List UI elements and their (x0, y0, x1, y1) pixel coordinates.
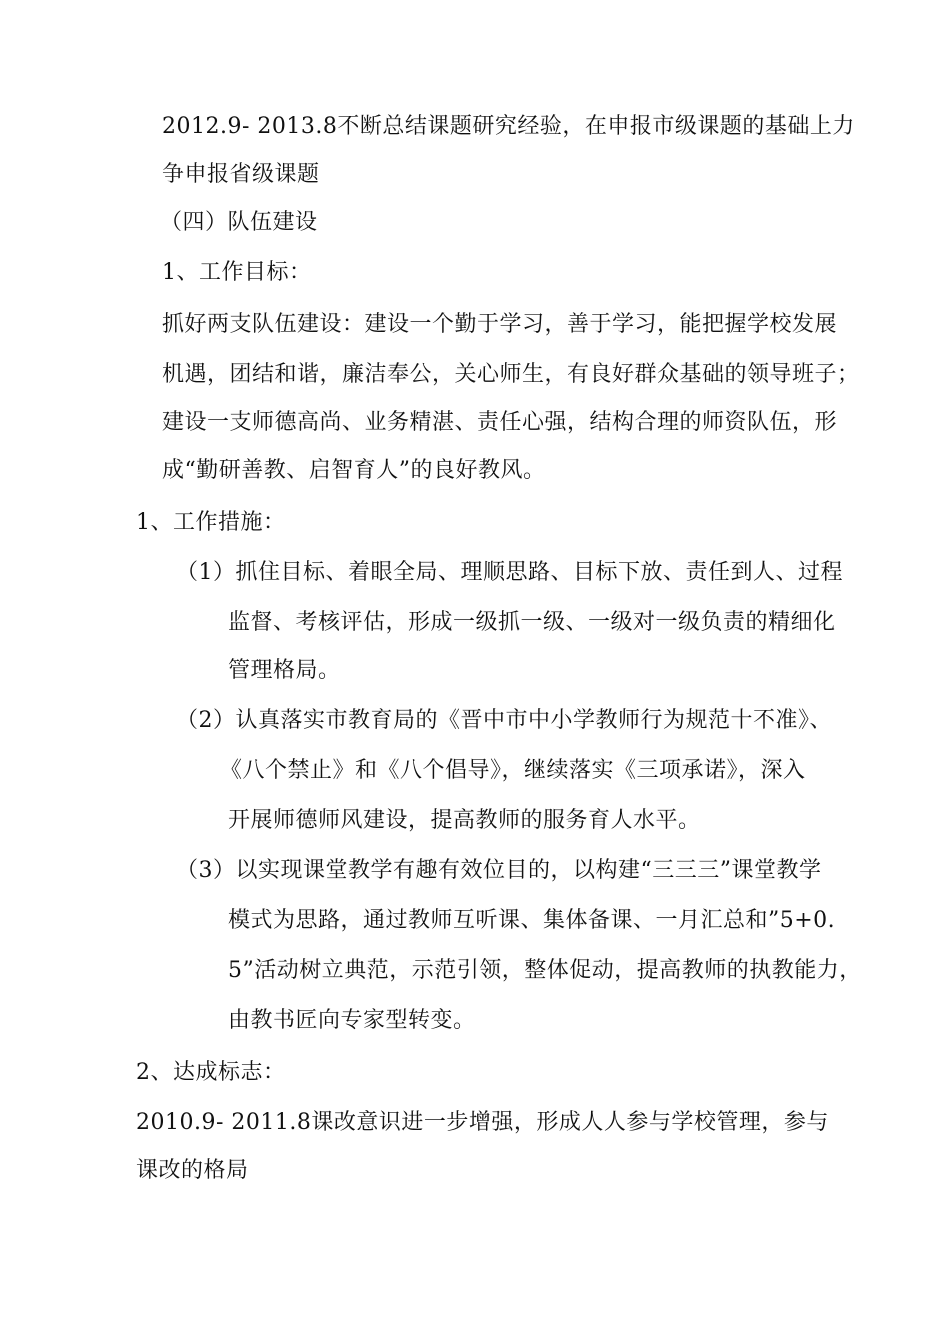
list-item: （3）以实现课堂教学有趣有效位目的，以构建“三三三”课堂教学 (176, 858, 822, 883)
text-line: 抓好两支队伍建设：建设一个勤于学习，善于学习，能把握学校发展 (162, 312, 838, 337)
section-heading: （四）队伍建设 (160, 210, 318, 235)
text-line: 课改的格局 (136, 1158, 249, 1183)
text-line: 管理格局。 (228, 658, 341, 683)
list-item: （1）抓住目标、着眼全局、理顺思路、目标下放、责任到人、过程 (176, 560, 843, 585)
text-line: 《八个禁止》和《八个倡导》，继续落实《三项承诺》，深入 (220, 758, 806, 783)
text-line: 开展师德师风建设，提高教师的服务育人水平。 (228, 808, 701, 833)
text-line: 5”活动树立典范，示范引领，整体促动，提高教师的执教能力， (228, 958, 862, 983)
subheading: 1、工作目标： (162, 260, 312, 285)
subheading: 2、达成标志： (136, 1060, 286, 1085)
subheading: 1、工作措施： (136, 510, 286, 535)
list-item: （2）认真落实市教育局的《晋中市中小学教师行为规范十不准》、 (176, 708, 832, 733)
text-line: 争申报省级课题 (162, 162, 320, 187)
text-line: 2010.9- 2011.8课改意识进一步增强，形成人人参与学校管理，参与 (136, 1110, 829, 1135)
text-line: 2012.9- 2013.8不断总结课题研究经验，在申报市级课题的基础上力 (162, 114, 855, 139)
text-line: 由教书匠向专家型转变。 (228, 1008, 476, 1033)
text-line: 机遇，团结和谐，廉洁奉公，关心师生，有良好群众基础的领导班子； (162, 362, 860, 387)
text-line: 成“勤研善教、启智育人”的良好教风。 (162, 458, 546, 483)
text-line: 监督、考核评估，形成一级抓一级、一级对一级负责的精细化 (228, 610, 836, 635)
text-line: 建设一支师德高尚、业务精湛、责任心强，结构合理的师资队伍，形 (162, 410, 838, 435)
text-line: 模式为思路，通过教师互听课、集体备课、一月汇总和”5+0. (228, 908, 836, 933)
